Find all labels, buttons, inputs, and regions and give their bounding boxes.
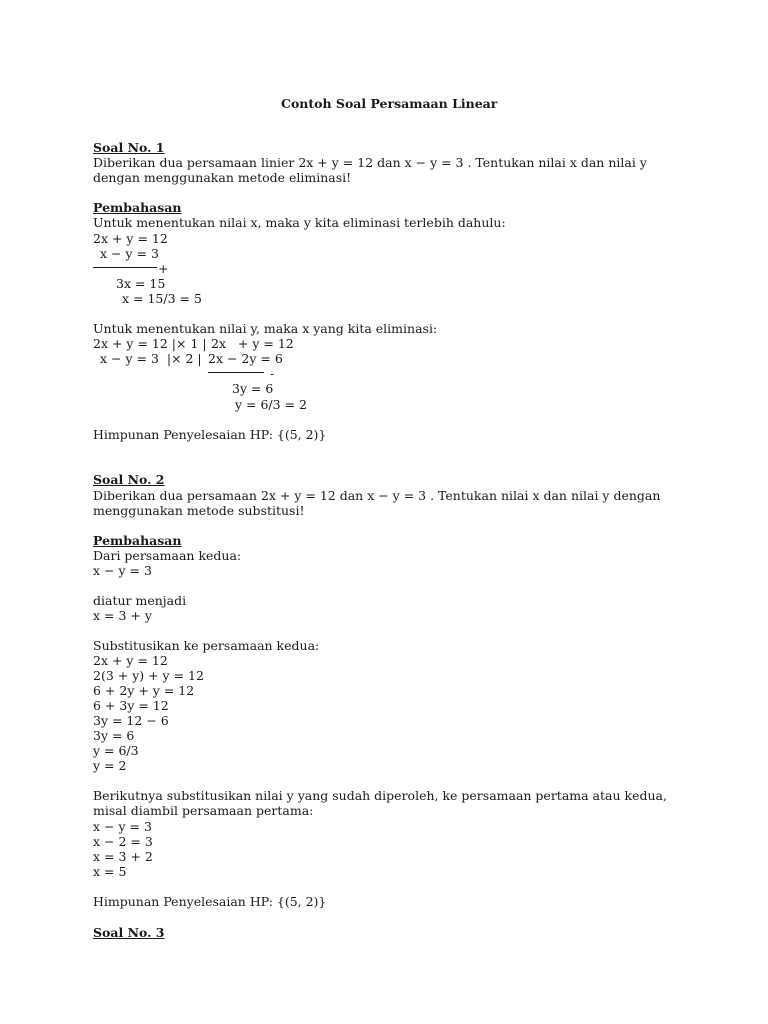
equation-line: 3y = 12 − 6 — [93, 713, 169, 728]
soal-1-question-line: Diberikan dua persamaan linier 2x + y = 12 dan x − y = 3 . Tentukan nilai x dan nilai y — [93, 155, 647, 170]
soal-1-question-line: dengan menggunakan metode eliminasi! — [93, 170, 352, 185]
equation-line: 2x − 2y = 6 — [208, 351, 283, 366]
equation-line: x − y = 3 — [93, 819, 152, 834]
soal-2-question-line: Diberikan dua persamaan 2x + y = 12 dan x − y = 3 . Tentukan nilai x dan nilai y dengan — [93, 488, 661, 503]
soal-1-solution-set: Himpunan Penyelesaian HP: {(5, 2)} — [93, 427, 327, 442]
equation-line: x = 5 — [93, 864, 127, 879]
solution-line: Dari persamaan kedua: — [93, 548, 242, 563]
solution-line: Berikutnya substitusikan nilai y yang sudah diperoleh, ke persamaan pertama atau kedua, — [93, 788, 667, 803]
soal-1-intro-y: Untuk menentukan nilai y, maka x yang kita eliminasi: — [93, 321, 438, 336]
solution-line: diatur menjadi — [93, 593, 187, 608]
solution-line: Substitusikan ke persamaan kedua: — [93, 638, 320, 653]
equation-line: x − y = 3 |× 2 | — [100, 351, 202, 366]
equation-line: x − 2 = 3 — [93, 834, 153, 849]
equation-line: y = 2 — [93, 758, 127, 773]
equation-line: 2x + y = 12 — [93, 653, 168, 668]
equation-line: x − y = 3 — [93, 563, 152, 578]
solution-line: misal diambil persamaan pertama: — [93, 803, 314, 818]
soal-3-heading: Soal No. 3 — [93, 925, 165, 940]
operator-sign: - — [270, 366, 275, 381]
equation-line: x = 3 + y — [93, 608, 152, 623]
operator-sign: + — [158, 261, 169, 276]
equation-line: 2x + y = 12 — [93, 231, 168, 246]
difference-rule-line — [208, 372, 264, 373]
sum-rule-line — [93, 267, 157, 268]
equation-line: 3x = 15 — [116, 276, 166, 291]
equation-line: y = 6/3 — [93, 743, 139, 758]
equation-line: x = 3 + 2 — [93, 849, 153, 864]
equation-line: 2x + y = 12 — [211, 336, 294, 351]
soal-2-solution-set: Himpunan Penyelesaian HP: {(5, 2)} — [93, 894, 327, 909]
soal-2-question-line: menggunakan metode substitusi! — [93, 503, 305, 518]
equation-line: 6 + 3y = 12 — [93, 698, 169, 713]
soal-2-heading: Soal No. 2 — [93, 472, 165, 487]
soal-1-pembahasan-heading: Pembahasan — [93, 200, 182, 215]
soal-1-intro-x: Untuk menentukan nilai x, maka y kita eliminasi terlebih dahulu: — [93, 215, 506, 230]
soal-2-pembahasan-heading: Pembahasan — [93, 533, 182, 548]
equation-line: y = 6/3 = 2 — [235, 397, 307, 412]
equation-line: 2x + y = 12 |× 1 | — [93, 336, 207, 351]
equation-line: 3y = 6 — [93, 728, 135, 743]
page-title: Contoh Soal Persamaan Linear — [281, 96, 498, 111]
equation-line: 6 + 2y + y = 12 — [93, 683, 195, 698]
equation-line: x − y = 3 — [100, 246, 159, 261]
soal-1-heading: Soal No. 1 — [93, 140, 165, 155]
equation-line: x = 15/3 = 5 — [122, 291, 202, 306]
equation-line: 3y = 6 — [232, 381, 274, 396]
equation-line: 2(3 + y) + y = 12 — [93, 668, 204, 683]
